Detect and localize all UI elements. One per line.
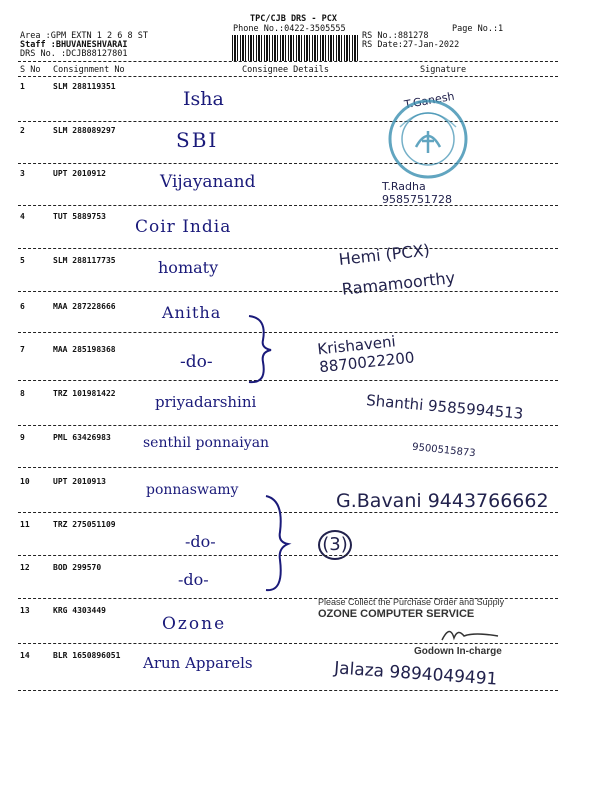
divider [18,76,558,77]
divider [18,205,558,206]
row-signature: (3) [318,530,352,560]
row-consignee: Isha [183,88,224,110]
col-consignment: Consignment No [53,65,125,75]
row-sno: 13 [20,606,30,615]
row-consignment: UPT 2010913 [53,477,106,486]
stamp-godown: Godown In-charge [414,646,502,657]
row-consignee: SBI [176,128,219,152]
row-consignment: MAA 285198368 [53,345,116,354]
row-consignee: homaty [158,258,219,277]
row-consignment: SLM 288119351 [53,82,116,91]
row-consignee: ponnaswamy [146,482,239,498]
document-title: TPC/CJB DRS - PCX [250,14,337,24]
stamp-company: OZONE COMPUTER SERVICE [318,608,475,620]
row-consignment: UPT 2010912 [53,169,106,178]
divider [18,291,558,292]
col-signature: Signature [420,65,467,75]
row-consignment: TRZ 275051109 [53,520,116,529]
row-consignment: PML 63426983 [53,433,111,442]
row-consignment: MAA 287228666 [53,302,116,311]
row-signature: Jalaza 9894049491 [333,658,498,690]
row-sno: 9 [20,433,25,442]
phone-number: Phone No.:0422-3505555 [233,24,346,34]
row-sno: 14 [20,651,30,660]
divider [18,332,558,333]
row-consignee: Coir India [135,217,232,237]
row-sno: 4 [20,212,25,221]
row-consignee: Ozone [162,614,227,634]
row-consignment: SLM 288089297 [53,126,116,135]
rs-date: RS Date:27-Jan-2022 [362,40,460,50]
divider [18,163,558,164]
row-consignee: -do- [185,532,216,551]
row-signature: G.Bavani 9443766662 [336,490,549,512]
row-sno: 2 [20,126,25,135]
divider [18,380,558,381]
divider [18,425,558,426]
staff-name: Staff :BHUVANESHVARAI [20,40,128,50]
row-signature: Krishaveni 8870022200 [316,332,416,377]
divider [18,690,558,691]
divider [18,467,558,468]
stamp-instruction: Please Collect the Purchase Order and Supply [318,597,505,607]
area: Area :GPM EXTN 1 2 6 8 ST [20,31,148,41]
office-seal [386,97,470,181]
page-number: Page No.:1 [452,24,504,34]
row-consignee: priyadarshini [155,393,257,411]
row-sno: 8 [20,389,25,398]
row-consignment: KRG 4303449 [53,606,106,615]
row-consignee: Vijayanand [160,172,256,192]
divider [18,61,558,62]
row-consignee: senthil ponnaiyan [143,435,270,451]
col-consignee: Consignee Details [242,65,329,75]
row-sno: 6 [20,302,25,311]
row-sno: 11 [20,520,30,529]
row-signature: T.Ganesh [403,89,456,112]
row-consignee: -do- [180,352,213,372]
row-consignment: SLM 288117735 [53,256,116,265]
row-consignee: -do- [178,570,209,589]
signature-scribble [440,622,500,644]
row-consignment: TUT 5889753 [53,212,106,221]
row-signature: 9500515873 [411,441,477,460]
row-consignment: TRZ 101981422 [53,389,116,398]
row-consignment: BOD 299570 [53,563,102,572]
row-signature: Hemi (PCX) Ramamoorthy [337,240,456,299]
row-signature: T.Radha 9585751728 [382,180,452,206]
row-sno: 12 [20,563,30,572]
brace-mark [262,492,292,597]
row-sno: 3 [20,169,25,178]
row-signature: Shanthi 9585994513 [365,391,524,423]
divider [18,121,558,122]
col-sno: S No [20,65,41,75]
drs-number: DRS No. :DCJB88127801 [20,49,128,59]
barcode [232,35,358,61]
row-sno: 1 [20,82,25,91]
rs-number: RS No.:881278 [362,31,429,41]
row-consignee: Arun Apparels [143,654,253,672]
row-sno: 5 [20,256,25,265]
row-consignment: BLR 1650896051 [53,651,121,660]
row-sno: 10 [20,477,30,486]
row-sno: 7 [20,345,25,354]
row-consignee: Anitha [162,303,222,322]
brace-mark [245,312,275,387]
